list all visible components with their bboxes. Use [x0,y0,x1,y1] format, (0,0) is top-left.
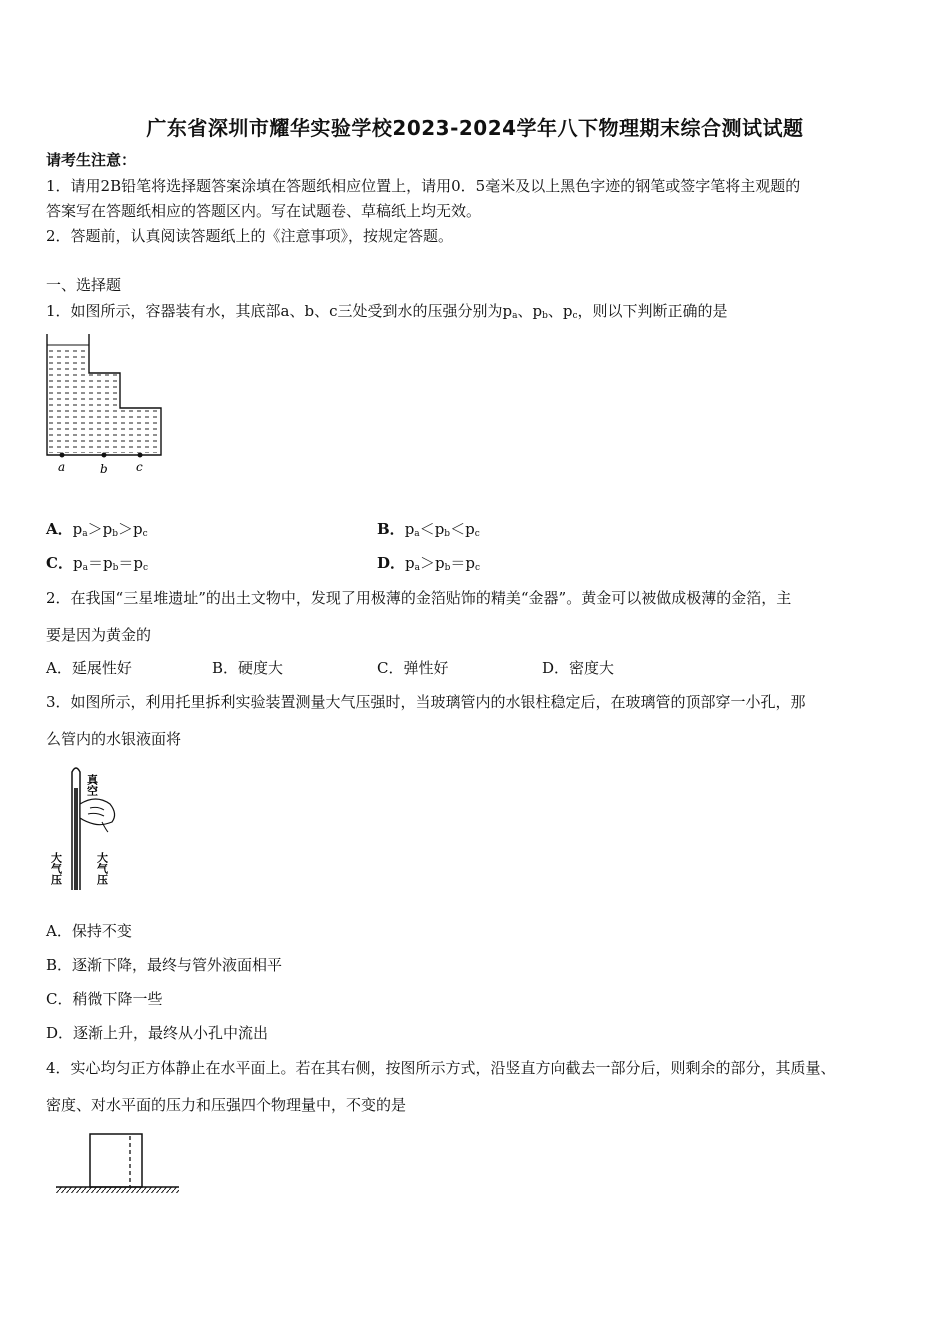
q1-sub-a: a [512,311,518,321]
q3-stem-line-1: 3．如图所示，利用托里拆利实验装置测量大气压强时，当玻璃管内的水银柱稳定后，在玻璃管的顶部穿一小孔，那 [46,693,806,711]
q1-option-d-s3: c [475,563,481,573]
q1-option-a[interactable] [46,519,148,544]
q1-option-a-label: A． [46,520,73,538]
q1-option-d-label: D． [377,554,406,572]
q1-option-b-op1: ＜ [419,520,435,538]
q1-water-fill [47,345,161,453]
notice-item-1-line-2: 答案写在答题纸相应的答题区内。写在试题卷、草稿纸上均无效。 [46,202,482,220]
q4-stem-line-2: 密度、对水平面的压力和压强四个物理量中，不变的是 [46,1096,407,1114]
q1-option-b[interactable] [377,519,480,544]
q1-option-a-p3: p [133,520,143,538]
q1-option-a-p1: p [72,520,83,538]
q1-option-b-p2: p [434,520,445,538]
q2-option-c[interactable]: C．弹性好 [377,659,449,677]
q1-option-a-op2: ＞ [118,520,134,538]
q1-option-c-label: C． [46,554,73,572]
q1-option-d-p2: p [435,554,445,572]
q1-point-b [102,453,107,458]
page-title: 广东省深圳市耀华实验学校2023-2024学年八下物理期末综合测试试题 [146,116,804,140]
q4-cube [90,1134,142,1187]
q1-option-c-s2: b [112,563,119,573]
q1-option-b-s3: c [474,529,480,539]
q2-option-b[interactable]: B．硬度大 [212,659,284,677]
q3-stem-line-2: 么管内的水银液面将 [46,730,182,748]
q3-option-b[interactable]: B．逐渐下降，最终与管外液面相平 [46,956,283,974]
q3-option-c[interactable]: C．稍微下降一些 [46,990,163,1008]
q1-sep-1: 、p [517,302,543,320]
q1-option-b-s2: b [444,529,451,539]
q1-option-b-s1: a [414,529,420,539]
q1-option-a-op1: ＞ [87,520,103,538]
q1-point-a [60,453,65,458]
q1-label-c: c [136,460,143,474]
notice-heading: 请考生注意： [46,151,137,169]
q1-option-c[interactable] [46,553,148,578]
q1-label-a: a [58,460,66,474]
q2-stem-line-2: 要是因为黄金的 [46,626,152,644]
q1-stem-end: ，则以下判断正确的是 [577,302,728,320]
q1-option-c-op1: ＝ [87,554,103,572]
q1-container-figure [40,330,170,480]
notice-item-1-line-1: 1．请用2B铅笔将选择题答案涂填在答题纸相应位置上，请用0．5毫米及以上黑色字迹的钢笔或签字笔将主观题的 [46,177,801,195]
notice-item-2: 2．答题前，认真阅读答题纸上的《注意事项》，按规定答题。 [46,227,454,245]
q1-sep-2: 、p [547,302,573,320]
q1-option-d-s2: b [444,563,451,573]
q1-option-d-s1: a [414,563,420,573]
q1-stem [46,301,728,326]
q1-option-d-p3: p [465,554,476,572]
q3-torricelli-figure [50,760,130,895]
q3-label-atm-right: 大气压 [95,852,109,885]
q1-point-c [138,453,143,458]
section-heading: 一、选择题 [46,276,122,294]
q4-ground-hatch [56,1187,179,1193]
q1-label-b: b [100,462,108,476]
q2-stem-line-1: 2．在我国“三星堆遗址”的出土文物中，发现了用极薄的金箔贴饰的精美“金器”。黄金可以被做成极薄的金箔，主 [46,589,792,607]
q3-label-vacuum: 真空 [85,774,99,796]
q1-option-a-p2: p [102,520,113,538]
q3-option-d[interactable]: D．逐渐上升，最终从小孔中流出 [46,1024,269,1042]
q1-option-c-s1: a [82,563,88,573]
q1-sub-b: b [542,311,548,321]
q1-option-a-s2: b [112,529,119,539]
q1-option-b-label: B． [377,520,405,538]
q1-option-c-p1: p [72,554,83,572]
q1-option-d-p1: p [405,554,415,572]
q1-option-c-p2: p [102,554,113,572]
q4-cube-figure [54,1130,184,1200]
q3-hand [80,799,115,825]
q1-sub-c: c [572,311,578,321]
q1-option-d-op2: ＝ [450,554,466,572]
q1-option-d[interactable] [377,553,480,578]
q4-stem-line-1: 4．实心均匀正方体静止在水平面上。若在其右侧，按图所示方式，沿竖直方向截去一部分后，则剩余的部分，其质量、 [46,1059,836,1077]
q1-option-b-op2: ＜ [450,520,466,538]
q2-option-d[interactable]: D．密度大 [542,659,615,677]
q3-label-atm-left: 大气压 [49,852,63,885]
q1-option-a-s3: c [142,529,148,539]
q1-option-b-p3: p [465,520,475,538]
q1-option-c-s3: c [142,563,148,573]
q1-option-b-p1: p [404,520,415,538]
q3-option-a[interactable]: A．保持不变 [46,922,132,940]
q1-option-d-op1: ＞ [420,554,436,572]
q1-stem-text: 1．如图所示，容器装有水，其底部a、b、c三处受到水的压强分别为p [46,302,513,320]
q1-option-c-op2: ＝ [118,554,134,572]
q1-option-c-p3: p [133,554,143,572]
q3-mercury-column [74,788,78,890]
q2-option-a[interactable]: A．延展性好 [46,659,132,677]
q1-option-a-s1: a [82,529,88,539]
